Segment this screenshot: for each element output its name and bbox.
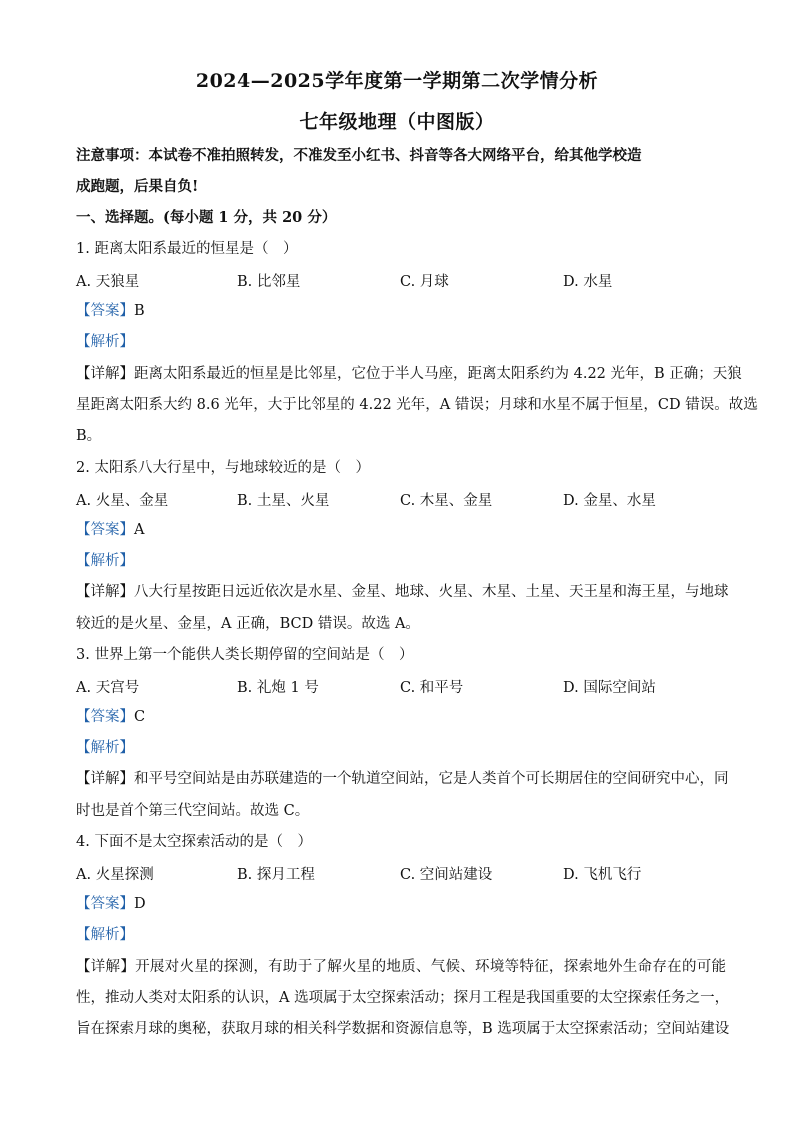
question-2-detail-line-2: 较近的是火星、金星，A 正确，BCD 错误。故选 A。 xyxy=(76,616,420,632)
notice-line-1: 注意事项：本试卷不准拍照转发，不准发至小红书、抖音等各大网络平台，给其他学校造 xyxy=(76,147,642,164)
option-b: B. 土星、火星 xyxy=(237,493,330,509)
question-4-stem: 4. 下面不是太空探索活动的是（ ） xyxy=(76,834,312,850)
question-1-detail-line-1: 【详解】距离太阳系最近的恒星是比邻星，它位于半人马座，距离太阳系约为 4.22 光年，B 正确；天狼 xyxy=(76,366,742,382)
question-3-answer xyxy=(76,707,726,727)
page-title: 2024—2025学年度第一学期第二次学情分析 xyxy=(195,70,599,92)
option-a: A. 火星探测 xyxy=(76,867,154,883)
option-c: C. 和平号 xyxy=(400,680,464,696)
answer-label: 【答案】 xyxy=(76,303,134,319)
option-d: D. 金星、水星 xyxy=(563,493,656,509)
detail-label: 【详解】 xyxy=(76,771,134,787)
section-heading: 一、选择题。(每小题 1 分，共 20 分） xyxy=(76,209,337,226)
question-4-options xyxy=(76,863,726,883)
question-4-detail-line-3: 旨在探索月球的奥秘，获取月球的相关科学数据和资源信息等，B 选项属于太空探索活动；空间站建设 xyxy=(76,1021,730,1037)
question-1-detail-line-3: B。 xyxy=(76,428,102,444)
answer-value: D xyxy=(134,896,146,912)
answer-label: 【答案】 xyxy=(76,896,134,912)
answer-label: 【答案】 xyxy=(76,522,134,538)
option-a: A. 天狼星 xyxy=(76,274,140,290)
question-4-detail-line-2: 性，推动人类对太阳系的认识，A 选项属于太空探索活动；探月工程是我国重要的太空探索任务之一， xyxy=(76,990,730,1006)
option-b: B. 比邻星 xyxy=(237,274,301,290)
answer-value: A xyxy=(134,522,145,538)
question-1-analysis-label: 【解析】 xyxy=(76,334,134,350)
option-d: D. 水星 xyxy=(563,274,613,290)
option-c: C. 木星、金星 xyxy=(400,493,493,509)
question-4-analysis-label: 【解析】 xyxy=(76,927,134,943)
notice-line-2: 成跑题，后果自负! xyxy=(76,178,199,195)
question-1-stem: 1. 距离太阳系最近的恒星是（ ） xyxy=(76,241,298,257)
option-d: D. 飞机飞行 xyxy=(563,867,642,883)
question-2-stem: 2. 太阳系八大行星中，与地球较近的是（ ） xyxy=(76,460,370,476)
question-2-detail-line-1: 【详解】八大行星按距日远近依次是水星、金星、地球、火星、木星、土星、天王星和海王星，与地球 xyxy=(76,584,729,600)
question-4-detail-line-1: 【详解】开展对火星的探测，有助于了解火星的地质、气候、环境等特征，探索地外生命存在的可能 xyxy=(76,959,727,975)
question-3-stem: 3. 世界上第一个能供人类长期停留的空间站是（ ） xyxy=(76,647,414,663)
answer-value: B xyxy=(134,303,145,319)
answer-value: C xyxy=(134,709,146,725)
question-3-options xyxy=(76,676,726,696)
question-2-analysis-label: 【解析】 xyxy=(76,553,134,569)
option-c: C. 月球 xyxy=(400,274,449,290)
question-2-options xyxy=(76,489,726,509)
option-d: D. 国际空间站 xyxy=(563,680,656,696)
detail-label: 【详解】 xyxy=(76,959,136,975)
page-subtitle: 七年级地理（中图版） xyxy=(299,111,495,133)
option-c: C. 空间站建设 xyxy=(400,867,493,883)
answer-label: 【答案】 xyxy=(76,709,134,725)
question-3-analysis-label: 【解析】 xyxy=(76,740,134,756)
option-b: B. 礼炮 1 号 xyxy=(237,680,319,696)
option-a: A. 天宫号 xyxy=(76,680,140,696)
question-4-answer xyxy=(76,894,726,914)
question-3-detail-line-1: 【详解】和平号空间站是由苏联建造的一个轨道空间站，它是人类首个可长期居住的空间研究中心，同 xyxy=(76,771,729,787)
question-2-answer xyxy=(76,520,726,540)
question-3-detail-line-2: 时也是首个第三代空间站。故选 C。 xyxy=(76,803,310,819)
option-b: B. 探月工程 xyxy=(237,867,315,883)
option-a: A. 火星、金星 xyxy=(76,493,169,509)
question-1-answer xyxy=(76,301,726,321)
detail-label: 【详解】 xyxy=(76,584,134,600)
detail-label: 【详解】 xyxy=(76,366,134,382)
question-1-options xyxy=(76,270,726,290)
question-1-detail-line-2: 星距离太阳系大约 8.6 光年，大于比邻星的 4.22 光年，A 错误；月球和水星不属于恒星，CD 错误。故选 xyxy=(76,397,758,413)
